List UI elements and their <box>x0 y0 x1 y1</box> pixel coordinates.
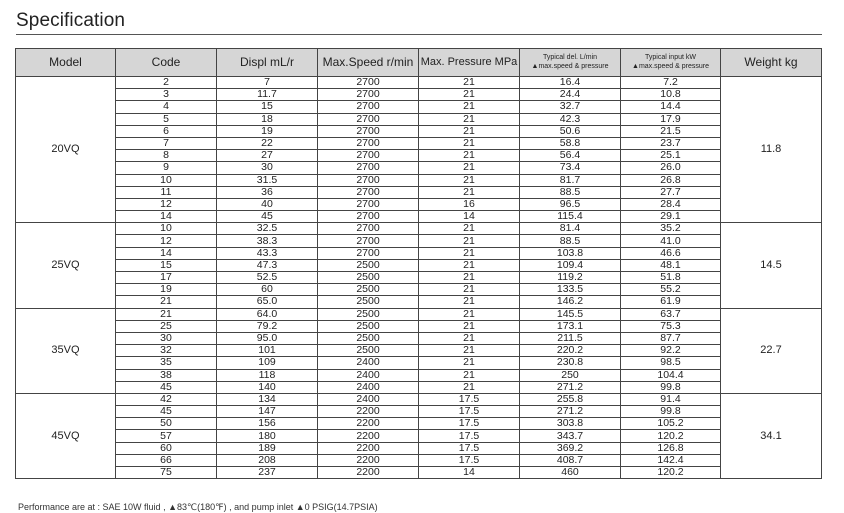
cell-code: 14 <box>116 211 217 223</box>
cell-displacement: 237 <box>217 467 318 479</box>
cell-typical-input: 35.2 <box>621 223 721 235</box>
specification-table <box>15 48 822 479</box>
table-row <box>16 235 822 247</box>
cell-typical-input: 142.4 <box>621 454 721 466</box>
table-row <box>16 320 822 332</box>
header-weight: Weight kg <box>721 49 822 77</box>
cell-max-pressure: 21 <box>419 332 520 344</box>
cell-code: 12 <box>116 235 217 247</box>
cell-displacement: 27 <box>217 150 318 162</box>
cell-max-speed: 2500 <box>318 308 419 320</box>
cell-typical-delivery: 145.5 <box>520 308 621 320</box>
cell-typical-input: 23.7 <box>621 137 721 149</box>
cell-max-pressure: 14 <box>419 211 520 223</box>
header-typical-delivery <box>520 49 621 77</box>
cell-typical-input: 14.4 <box>621 101 721 113</box>
cell-max-pressure: 21 <box>419 308 520 320</box>
cell-typical-input: 63.7 <box>621 308 721 320</box>
cell-typical-input: 98.5 <box>621 357 721 369</box>
cell-max-speed: 2700 <box>318 125 419 137</box>
table-row <box>16 393 822 405</box>
table-row <box>16 89 822 101</box>
cell-max-speed: 2500 <box>318 259 419 271</box>
cell-typical-input: 91.4 <box>621 393 721 405</box>
cell-typical-input: 48.1 <box>621 259 721 271</box>
table-row <box>16 162 822 174</box>
cell-displacement: 95.0 <box>217 332 318 344</box>
cell-displacement: 32.5 <box>217 223 318 235</box>
cell-displacement: 79.2 <box>217 320 318 332</box>
cell-model: 45VQ <box>16 393 116 478</box>
cell-code: 7 <box>116 137 217 149</box>
cell-displacement: 11.7 <box>217 89 318 101</box>
cell-typical-delivery: 16.4 <box>520 77 621 89</box>
cell-displacement: 118 <box>217 369 318 381</box>
cell-max-pressure: 17.5 <box>419 430 520 442</box>
table-row <box>16 467 822 479</box>
table-row <box>16 174 822 186</box>
cell-typical-delivery: 255.8 <box>520 393 621 405</box>
cell-typical-input: 120.2 <box>621 430 721 442</box>
cell-max-pressure: 17.5 <box>419 442 520 454</box>
cell-code: 30 <box>116 332 217 344</box>
header-typical-delivery-line2: ▲max.speed & pressure <box>531 62 609 70</box>
table-row <box>16 369 822 381</box>
cell-typical-input: 99.8 <box>621 381 721 393</box>
cell-typical-delivery: 88.5 <box>520 235 621 247</box>
footnote: Performance are at : SAE 10W fluid , ▲83℃(180℉) , and pump inlet ▲0 PSIG(14.7PSIA) <box>18 502 378 512</box>
cell-displacement: 156 <box>217 418 318 430</box>
cell-typical-delivery: 119.2 <box>520 272 621 284</box>
cell-typical-input: 104.4 <box>621 369 721 381</box>
cell-typical-input: 10.8 <box>621 89 721 101</box>
table-row <box>16 332 822 344</box>
cell-code: 60 <box>116 442 217 454</box>
table-row <box>16 418 822 430</box>
cell-code: 10 <box>116 223 217 235</box>
cell-code: 57 <box>116 430 217 442</box>
cell-code: 17 <box>116 272 217 284</box>
table-row <box>16 137 822 149</box>
cell-max-speed: 2700 <box>318 223 419 235</box>
cell-max-speed: 2500 <box>318 272 419 284</box>
table-row <box>16 430 822 442</box>
cell-displacement: 189 <box>217 442 318 454</box>
cell-max-speed: 2400 <box>318 381 419 393</box>
cell-typical-input: 25.1 <box>621 150 721 162</box>
cell-max-speed: 2700 <box>318 89 419 101</box>
table-row <box>16 223 822 235</box>
cell-max-speed: 2700 <box>318 137 419 149</box>
cell-max-pressure: 17.5 <box>419 454 520 466</box>
header-typical-input <box>621 49 721 77</box>
header-displacement: Displ mL/r <box>217 49 318 77</box>
cell-displacement: 180 <box>217 430 318 442</box>
table-row <box>16 77 822 89</box>
cell-code: 42 <box>116 393 217 405</box>
cell-code: 32 <box>116 345 217 357</box>
table-row <box>16 125 822 137</box>
header-row <box>16 49 822 77</box>
cell-code: 2 <box>116 77 217 89</box>
cell-typical-delivery: 173.1 <box>520 320 621 332</box>
cell-max-pressure: 21 <box>419 101 520 113</box>
cell-max-speed: 2700 <box>318 77 419 89</box>
cell-typical-delivery: 460 <box>520 467 621 479</box>
cell-code: 10 <box>116 174 217 186</box>
cell-weight: 22.7 <box>721 308 822 393</box>
cell-max-pressure: 17.5 <box>419 393 520 405</box>
cell-max-pressure: 14 <box>419 467 520 479</box>
cell-code: 38 <box>116 369 217 381</box>
cell-typical-input: 26.8 <box>621 174 721 186</box>
cell-typical-delivery: 96.5 <box>520 198 621 210</box>
cell-displacement: 208 <box>217 454 318 466</box>
table-row <box>16 345 822 357</box>
cell-typical-delivery: 32.7 <box>520 101 621 113</box>
cell-max-pressure: 21 <box>419 150 520 162</box>
cell-typical-input: 120.2 <box>621 467 721 479</box>
cell-code: 9 <box>116 162 217 174</box>
cell-displacement: 45 <box>217 211 318 223</box>
cell-weight: 14.5 <box>721 223 822 308</box>
cell-displacement: 31.5 <box>217 174 318 186</box>
cell-typical-delivery: 24.4 <box>520 89 621 101</box>
cell-typical-input: 21.5 <box>621 125 721 137</box>
cell-max-speed: 2500 <box>318 284 419 296</box>
cell-typical-delivery: 271.2 <box>520 406 621 418</box>
header-max-pressure: Max. Pressure MPa <box>419 49 520 77</box>
cell-max-speed: 2500 <box>318 345 419 357</box>
cell-typical-input: 99.8 <box>621 406 721 418</box>
cell-max-speed: 2700 <box>318 211 419 223</box>
cell-max-speed: 2400 <box>318 393 419 405</box>
cell-typical-delivery: 230.8 <box>520 357 621 369</box>
cell-displacement: 18 <box>217 113 318 125</box>
table-row <box>16 211 822 223</box>
cell-max-speed: 2700 <box>318 186 419 198</box>
cell-typical-input: 7.2 <box>621 77 721 89</box>
cell-max-speed: 2700 <box>318 101 419 113</box>
table-row <box>16 247 822 259</box>
cell-typical-input: 41.0 <box>621 235 721 247</box>
header-typical-delivery-line1: Typical del. L/min <box>542 53 598 61</box>
cell-max-pressure: 21 <box>419 284 520 296</box>
cell-max-speed: 2200 <box>318 430 419 442</box>
table-row <box>16 150 822 162</box>
cell-max-pressure: 21 <box>419 369 520 381</box>
cell-max-pressure: 17.5 <box>419 406 520 418</box>
cell-typical-delivery: 343.7 <box>520 430 621 442</box>
cell-code: 75 <box>116 467 217 479</box>
cell-code: 15 <box>116 259 217 271</box>
cell-typical-delivery: 250 <box>520 369 621 381</box>
cell-displacement: 7 <box>217 77 318 89</box>
cell-code: 50 <box>116 418 217 430</box>
cell-typical-input: 87.7 <box>621 332 721 344</box>
cell-typical-delivery: 88.5 <box>520 186 621 198</box>
cell-typical-delivery: 146.2 <box>520 296 621 308</box>
table-row <box>16 113 822 125</box>
cell-max-pressure: 21 <box>419 77 520 89</box>
cell-typical-delivery: 73.4 <box>520 162 621 174</box>
cell-displacement: 43.3 <box>217 247 318 259</box>
cell-typical-delivery: 369.2 <box>520 442 621 454</box>
cell-max-pressure: 16 <box>419 198 520 210</box>
cell-typical-delivery: 303.8 <box>520 418 621 430</box>
cell-max-pressure: 21 <box>419 247 520 259</box>
cell-typical-input: 26.0 <box>621 162 721 174</box>
cell-typical-delivery: 50.6 <box>520 125 621 137</box>
cell-max-speed: 2700 <box>318 162 419 174</box>
cell-typical-input: 46.6 <box>621 247 721 259</box>
header-max-speed: Max.Speed r/min <box>318 49 419 77</box>
cell-max-pressure: 21 <box>419 223 520 235</box>
table-row <box>16 198 822 210</box>
cell-typical-delivery: 81.7 <box>520 174 621 186</box>
cell-max-speed: 2700 <box>318 150 419 162</box>
cell-max-speed: 2500 <box>318 332 419 344</box>
cell-max-speed: 2700 <box>318 113 419 125</box>
table-row <box>16 406 822 418</box>
cell-code: 6 <box>116 125 217 137</box>
cell-max-speed: 2200 <box>318 442 419 454</box>
cell-typical-delivery: 115.4 <box>520 211 621 223</box>
title-divider <box>16 34 822 35</box>
cell-max-pressure: 21 <box>419 125 520 137</box>
cell-model: 25VQ <box>16 223 116 308</box>
cell-max-speed: 2700 <box>318 174 419 186</box>
cell-max-pressure: 21 <box>419 259 520 271</box>
cell-max-pressure: 21 <box>419 89 520 101</box>
cell-max-pressure: 21 <box>419 137 520 149</box>
cell-typical-delivery: 109.4 <box>520 259 621 271</box>
table-body <box>16 77 822 479</box>
table-row <box>16 308 822 320</box>
header-code: Code <box>116 49 217 77</box>
cell-weight: 11.8 <box>721 77 822 223</box>
cell-typical-delivery: 220.2 <box>520 345 621 357</box>
cell-weight: 34.1 <box>721 393 822 478</box>
cell-code: 45 <box>116 406 217 418</box>
cell-displacement: 65.0 <box>217 296 318 308</box>
cell-max-pressure: 17.5 <box>419 418 520 430</box>
cell-code: 21 <box>116 296 217 308</box>
cell-model: 20VQ <box>16 77 116 223</box>
cell-code: 19 <box>116 284 217 296</box>
cell-typical-input: 61.9 <box>621 296 721 308</box>
cell-max-pressure: 21 <box>419 186 520 198</box>
cell-max-pressure: 21 <box>419 345 520 357</box>
header-typical-input-line2: ▲max.speed & pressure <box>632 62 709 70</box>
cell-code: 35 <box>116 357 217 369</box>
cell-displacement: 15 <box>217 101 318 113</box>
cell-displacement: 36 <box>217 186 318 198</box>
cell-displacement: 22 <box>217 137 318 149</box>
table-row <box>16 296 822 308</box>
cell-typical-input: 75.3 <box>621 320 721 332</box>
table-row <box>16 259 822 271</box>
table-row <box>16 381 822 393</box>
cell-code: 11 <box>116 186 217 198</box>
cell-typical-delivery: 211.5 <box>520 332 621 344</box>
cell-max-speed: 2700 <box>318 247 419 259</box>
cell-max-speed: 2700 <box>318 235 419 247</box>
cell-code: 12 <box>116 198 217 210</box>
table-row <box>16 357 822 369</box>
cell-max-pressure: 21 <box>419 113 520 125</box>
cell-typical-delivery: 56.4 <box>520 150 621 162</box>
cell-displacement: 64.0 <box>217 308 318 320</box>
page-title: Specification <box>16 10 126 31</box>
cell-typical-delivery: 42.3 <box>520 113 621 125</box>
cell-max-pressure: 21 <box>419 296 520 308</box>
cell-code: 8 <box>116 150 217 162</box>
cell-displacement: 109 <box>217 357 318 369</box>
cell-typical-delivery: 408.7 <box>520 454 621 466</box>
cell-typical-input: 126.8 <box>621 442 721 454</box>
cell-typical-input: 28.4 <box>621 198 721 210</box>
table-row <box>16 284 822 296</box>
cell-max-pressure: 21 <box>419 320 520 332</box>
cell-displacement: 140 <box>217 381 318 393</box>
table-row <box>16 454 822 466</box>
cell-max-speed: 2200 <box>318 454 419 466</box>
table-row <box>16 186 822 198</box>
cell-typical-input: 17.9 <box>621 113 721 125</box>
cell-typical-input: 27.7 <box>621 186 721 198</box>
cell-displacement: 101 <box>217 345 318 357</box>
cell-typical-input: 105.2 <box>621 418 721 430</box>
cell-displacement: 60 <box>217 284 318 296</box>
cell-max-pressure: 21 <box>419 357 520 369</box>
cell-displacement: 40 <box>217 198 318 210</box>
cell-typical-input: 55.2 <box>621 284 721 296</box>
cell-code: 66 <box>116 454 217 466</box>
cell-displacement: 38.3 <box>217 235 318 247</box>
cell-code: 3 <box>116 89 217 101</box>
cell-code: 14 <box>116 247 217 259</box>
cell-displacement: 47.3 <box>217 259 318 271</box>
cell-code: 21 <box>116 308 217 320</box>
cell-max-pressure: 21 <box>419 381 520 393</box>
cell-displacement: 147 <box>217 406 318 418</box>
cell-typical-input: 92.2 <box>621 345 721 357</box>
cell-max-speed: 2700 <box>318 198 419 210</box>
table-row <box>16 101 822 113</box>
cell-typical-delivery: 81.4 <box>520 223 621 235</box>
table-row <box>16 442 822 454</box>
cell-code: 4 <box>116 101 217 113</box>
cell-max-speed: 2200 <box>318 467 419 479</box>
cell-displacement: 52.5 <box>217 272 318 284</box>
cell-displacement: 134 <box>217 393 318 405</box>
cell-max-pressure: 21 <box>419 174 520 186</box>
cell-model: 35VQ <box>16 308 116 393</box>
cell-typical-delivery: 133.5 <box>520 284 621 296</box>
cell-typical-input: 51.8 <box>621 272 721 284</box>
cell-max-speed: 2500 <box>318 320 419 332</box>
table-row <box>16 272 822 284</box>
cell-code: 25 <box>116 320 217 332</box>
cell-displacement: 19 <box>217 125 318 137</box>
cell-max-speed: 2400 <box>318 369 419 381</box>
cell-max-speed: 2200 <box>318 406 419 418</box>
cell-code: 5 <box>116 113 217 125</box>
cell-displacement: 30 <box>217 162 318 174</box>
cell-max-speed: 2400 <box>318 357 419 369</box>
cell-typical-delivery: 103.8 <box>520 247 621 259</box>
cell-max-speed: 2200 <box>318 418 419 430</box>
cell-typical-input: 29.1 <box>621 211 721 223</box>
cell-max-pressure: 21 <box>419 272 520 284</box>
cell-max-pressure: 21 <box>419 235 520 247</box>
cell-typical-delivery: 271.2 <box>520 381 621 393</box>
header-typical-input-line1: Typical input kW <box>645 53 696 61</box>
cell-max-speed: 2500 <box>318 296 419 308</box>
cell-max-pressure: 21 <box>419 162 520 174</box>
cell-typical-delivery: 58.8 <box>520 137 621 149</box>
cell-code: 45 <box>116 381 217 393</box>
header-model: Model <box>16 49 116 77</box>
